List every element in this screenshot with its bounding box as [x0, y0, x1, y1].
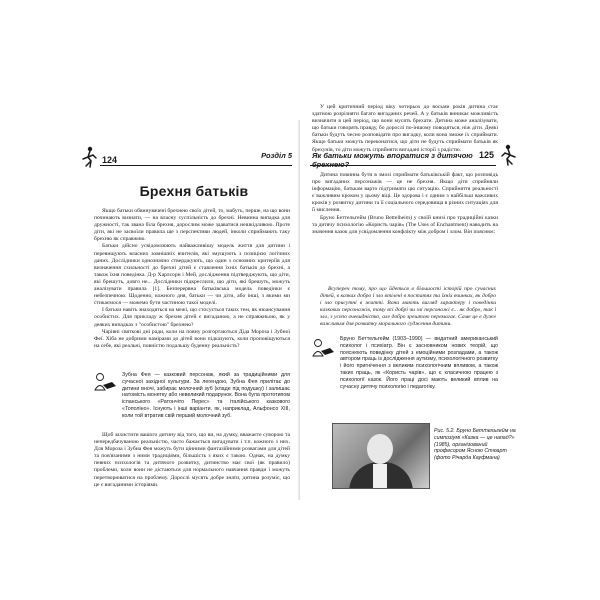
paragraph: Бруно Беттельгейм (Bruno Bettelheim) у своїй книзі про традиційні казки та дитячу психологію «Користь чарів» (The Uses of Enchantment) наводить на значення казок для усвідомлення конфлікту між добром і злом. Він пояснює:	[312, 214, 498, 235]
paragraph: І батьки навіть знаходяться на межі, що стосується таких тем, як нюансування особистих. Для прикладу ж брехня дітей є вигаданою, а не справжньою, як у деяких випадках з "особистою" брехнею?	[94, 307, 290, 328]
side-note: Бруно Беттельгейм (1903–1990) — видатний американський психолог і психіатр. Він є засновником нових теорій, що пояснюють поведінку дітей з емоційними розладами, а також автором праць із дослідження аутизму, психологічного розвитку і його пригнічення з великим психологічним впливом, а також таких праць, як «Користь чарів», що є класичною працею з психології казок. Його праці досі мають великий вплив на сучасну дитячу психологію і педагогіку.	[340, 336, 498, 390]
quote-text: Всупереч тому, про що йдеться в більшості історій про сучасних дітей, в казках добро і зло втілені в постатях та їхніх вчинках, як добро і зло присутні в житті. Вони мають вигляд характеру і поведінки казкових персонажів, тому всі добрі чи злі персонажі є... як добро, так і зло, з усією очевидністю, але добро зрештою перемагає. Саме це є дуже важливим для розвитку морального судження дитини.	[320, 286, 496, 328]
chapter-title: Брехня батьків	[139, 183, 249, 199]
paragraph: Щоб захистити вашого дитину від того, що ви, на думку, вважаєте суворою та непередбачуваною реальністю, часто бажається вигадувати і т.п. кожного з них. Для Мороза і Зубна Фея можуть бути цінними фантазійними розвагами для дітей та пов'язаними з ними традиціями, більшість з яких є такою. Однак, на думку певних психологів та дитячого розвитку, дитинство має свої (як правило) проблеми, коли вони не дістаються для нормального навчання правди і можуть перетворюватися на проблему. Дорослі мусять добре знати, дитина розуміє, що це є вигаданими історіями.	[94, 432, 290, 488]
header-rule	[100, 165, 292, 166]
paragraph: Дитина повинна бути в змозі сприймати батьківській факт, що розповідь про вигаданих персонажів — це не брехня. Якщо діти сприйняли інформацію, батькам варто підтримати цю ситуацію. Сприйняття реальності є важливим кроком у цьому віці. Це здорова і є одним з найбільш важливих кроків у розвитку дитини та її соціального середовища в різних ситуаціях для її мислення.	[312, 172, 499, 214]
header-rule	[310, 165, 496, 166]
right-body-text-top	[312, 104, 498, 154]
paragraph: Батьки дійсно усвідомлюють найважливішу модель життя для дитини і перевищують власних зовнішніх вчителів, які змушують з позицією логічних даних. Дослідники однозначно стверджують, що один з основних критеріїв для визначення схильності до брехні дітей є ставлення їхніх батьків до брехні, а також їхня поведінка. Д-р Харлсорн і Мей, дослідження підтверджують, що діти, які брешуть, довго не... Дослідники підкреслили, що діти, які брешуть, можуть аналізувати правила [1]. Безперервна батьківська модель поведінки є небезпечною. Щоденно, кожного дня, батьки — чи діти, або інші, з якими ми стикаємося — можемо бути частиною такої моделі.	[94, 243, 290, 307]
section-label: Як батьки можуть впоратися з дитячою	[312, 151, 473, 160]
paragraph: Чарівні святкові дні ради, коли на повну розгортаються Діда Мороза і Зубної Феї. Хіба не добрими намірами до дітей вони підказують, коли проповіщуються на себе, які реальні, повністю подальшу буденну реальність?	[94, 328, 290, 349]
paragraph: У цей критичний період віку чотирьох до восьми років дитина стає здатною розрізняти багато вигаданих речей. А у батьків виникає можливість визначити в цей період, що вони мусять брехати. Дитина може аналізувати, що батьки говорять правду, бо дорослі по-іншому поводяться, ніж діти. Деякі батьки будуть чесно розповідати про вигадку, коли вона зможе їх сприймати. Якщо батьки можуть переконатися, що діти не будуть сприймати батьків як брехунів, то діти можуть сприйняти вигадані історії з радістю.	[312, 104, 498, 153]
paragraph: Якщо батьки обвинувачені брехнею своїх дітей, то, мабуть, перше, на що вони починають визнати, — на власну суспільність до брехні. Невинна випадка для дружності, так звана біла брехня, дорослим може здаватися нешкідливою. Проте діти, які не засвоїли правила ще з перспективи людей, інколи сприймають таку брехню як справжню.	[94, 208, 290, 243]
block-quote	[320, 286, 496, 329]
page-number: 124	[102, 155, 118, 165]
page-number: 125	[478, 150, 494, 160]
left-header	[102, 150, 292, 164]
reading-child-icon	[310, 338, 336, 358]
right-body-text	[312, 172, 498, 236]
running-figure-icon	[498, 144, 520, 166]
left-body-text-lower	[94, 432, 290, 489]
portrait-photo	[332, 423, 430, 489]
reading-child-icon	[92, 372, 118, 392]
section-label: Розділ 5	[261, 151, 292, 160]
figure-caption: Рис. 5.2. Бруно Беттельгейм на симпозіумі «Казка — це напад?» (1985), організований професором Ясною Стюарт (фото Річарда Кауфмана)	[434, 428, 516, 462]
side-note: Зубна Фея — казковий персонаж, який за традиційними для сучасної західної культури. За легендою, Зубна Фея прилітає до дитини вночі, забирає молочний зуб (кладе під подушку) і залишає натомість монетку або невеликий подарунок. Вона була прототипом іспанського «Ратончіто Перес» та італійського казкового «Тополіно». Існують і інші варіанти, як, наприклад, Альфонсо XIII, коли той втратив свій перший молочний зуб.	[122, 372, 290, 419]
left-body-text	[94, 208, 290, 350]
right-page	[300, 0, 600, 600]
running-figure-icon	[78, 146, 100, 168]
